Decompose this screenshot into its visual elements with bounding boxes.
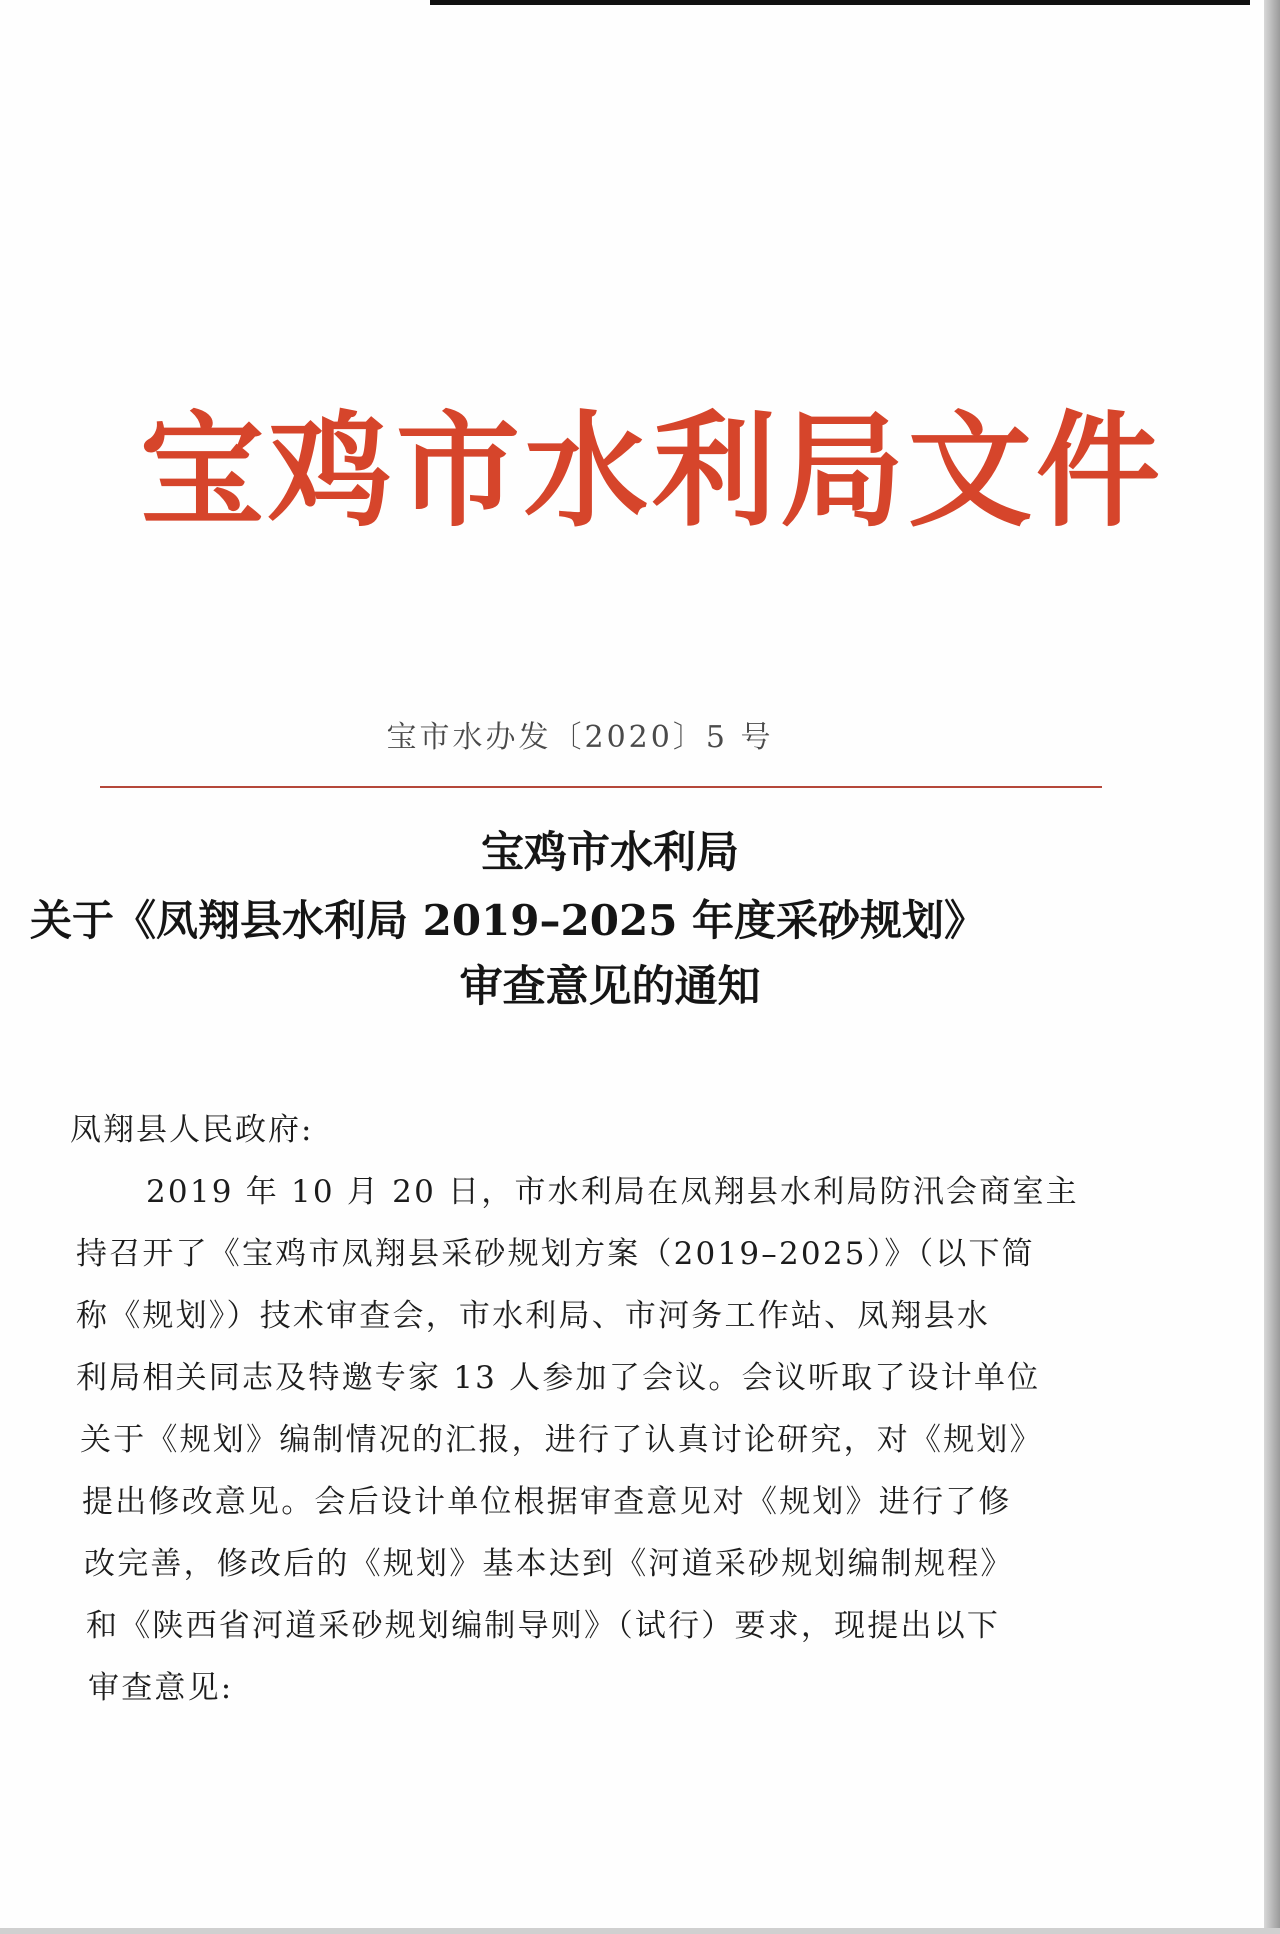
red-divider-line bbox=[100, 786, 1102, 788]
body-line: 利局相关同志及特邀专家 13 人参加了会议。会议听取了设计单位 bbox=[76, 1360, 1041, 1396]
document-title-line-2: 关于《凤翔县水利局 2019–2025 年度采砂规划》 bbox=[30, 896, 987, 945]
body-line: 称《规划》）技术审查会，市水利局、市河务工作站、凤翔县水 bbox=[76, 1298, 991, 1334]
body-line: 和《陕西省河道采砂规划编制导则》（试行）要求，现提出以下 bbox=[86, 1608, 1001, 1644]
document-title-line-3: 审查意见的通知 bbox=[459, 962, 761, 1012]
body-line: 2019 年 10 月 20 日，市水利局在凤翔县水利局防汛会商室主 bbox=[146, 1174, 1079, 1210]
body-line: 关于《规划》编制情况的汇报，进行了认真讨论研究，对《规划》 bbox=[80, 1422, 1043, 1458]
page-bottom-edge bbox=[0, 1928, 1280, 1934]
body-line: 提出修改意见。会后设计单位根据审查意见对《规划》进行了修 bbox=[82, 1484, 1012, 1520]
salutation: 凤翔县人民政府: bbox=[70, 1112, 314, 1148]
page-top-edge bbox=[430, 0, 1250, 5]
body-line: 持召开了《宝鸡市凤翔县采砂规划方案（2019–2025）》（以下简 bbox=[76, 1236, 1035, 1272]
page-right-edge bbox=[1264, 0, 1280, 1934]
body-line: 审查意见: bbox=[88, 1670, 234, 1706]
body-line: 改完善，修改后的《规划》基本达到《河道采砂规划编制规程》 bbox=[84, 1546, 1014, 1582]
document-masthead: 宝鸡市水利局文件 bbox=[140, 399, 1165, 544]
document-title-line-1: 宝鸡市水利局 bbox=[481, 828, 739, 878]
document-number: 宝市水办发〔2020〕5 号 bbox=[386, 720, 774, 755]
